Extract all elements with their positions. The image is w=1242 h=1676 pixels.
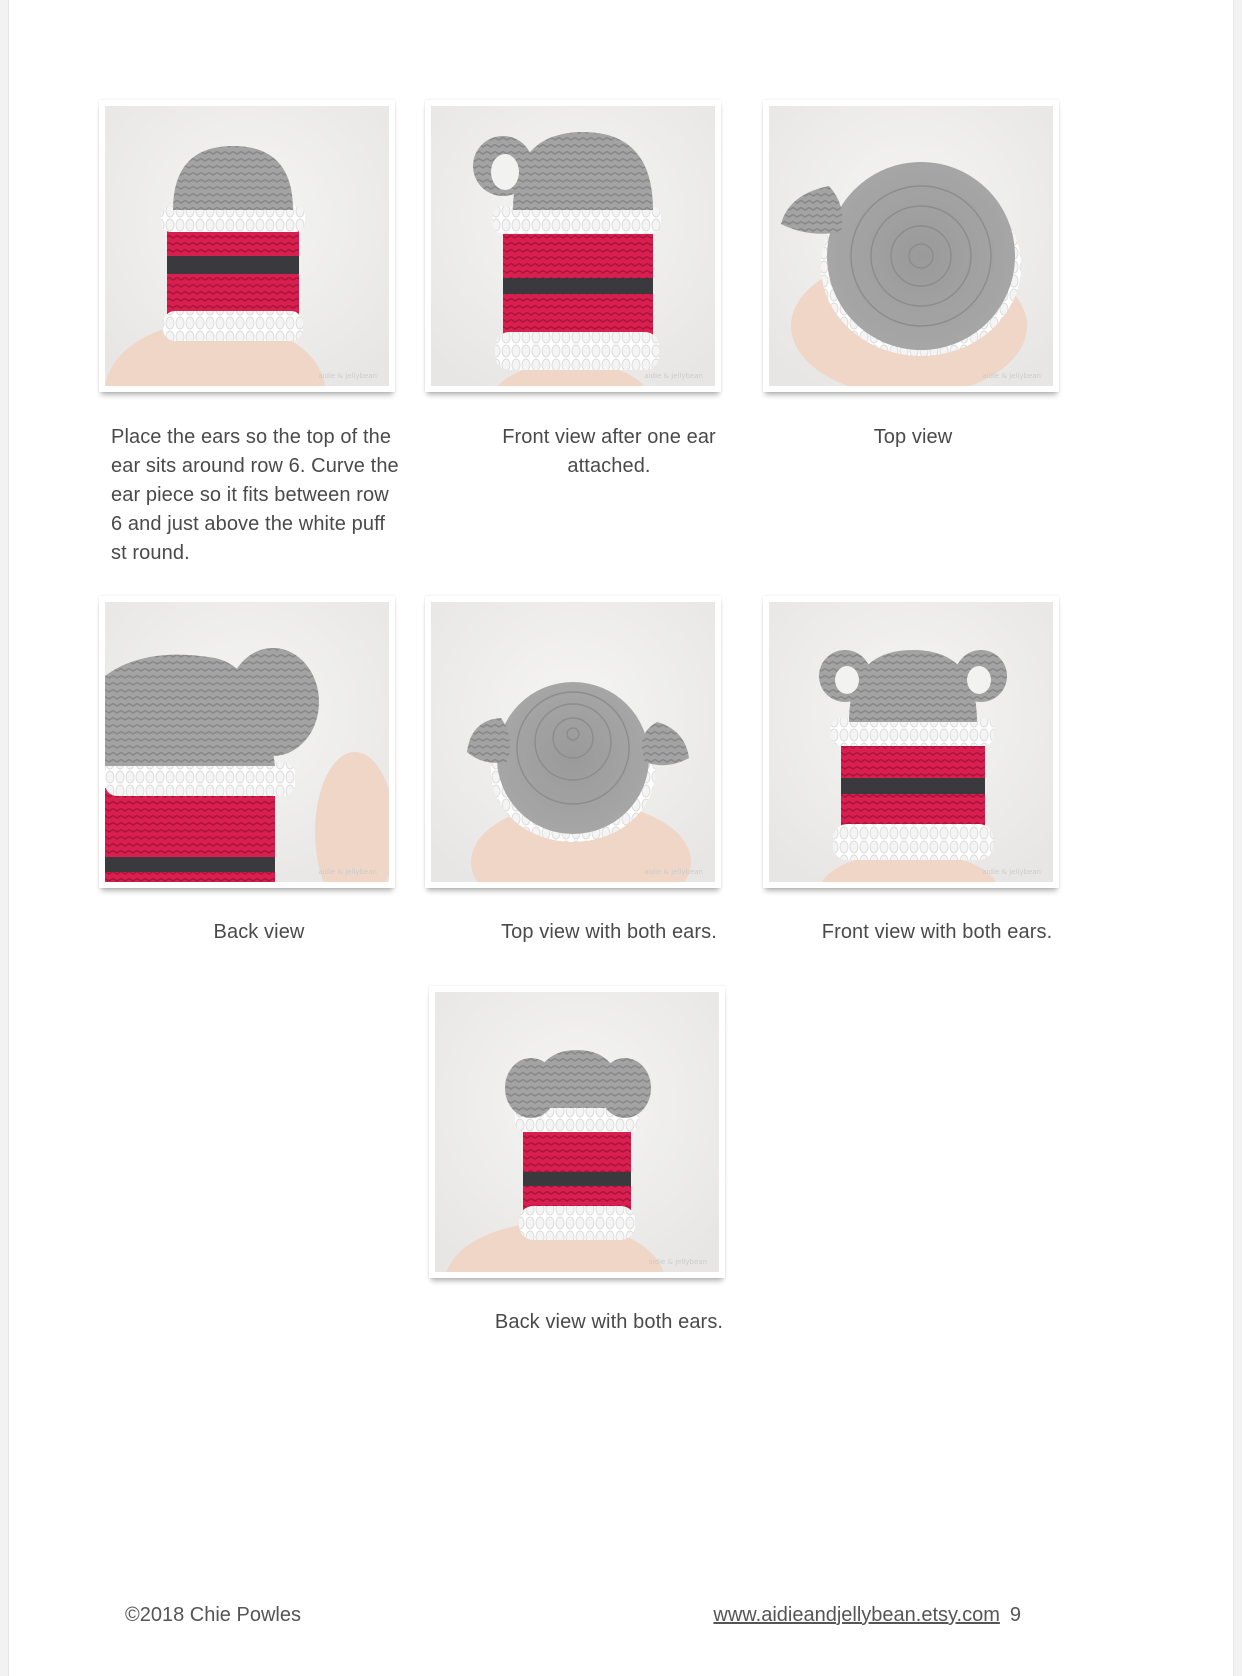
amigurumi-photo-image bbox=[431, 602, 715, 882]
photo-watermark: aidie & jellybean bbox=[318, 868, 377, 876]
footer-copyright: ©2018 Chie Powles bbox=[125, 1604, 301, 1626]
document-page bbox=[8, 0, 1234, 1676]
amigurumi-photo-image bbox=[105, 106, 389, 386]
amigurumi-photo-image bbox=[431, 106, 715, 386]
caption-front-one-ear: Front view after one ear attached. bbox=[502, 426, 716, 477]
amigurumi-photo-image bbox=[105, 602, 389, 882]
photo-side-ears-placement bbox=[99, 100, 395, 392]
photo-watermark: aidie & jellybean bbox=[982, 868, 1041, 876]
photo-top-both-ears bbox=[425, 596, 721, 888]
photo-watermark: aidie & jellybean bbox=[318, 372, 377, 380]
photo-front-one-ear bbox=[425, 100, 721, 392]
photo-top-view bbox=[763, 100, 1059, 392]
caption-back-both-ears: Back view with both ears. bbox=[494, 1311, 724, 1333]
photo-watermark: aidie & jellybean bbox=[648, 1258, 707, 1266]
caption-ears-placement: Place the ears so the top of the ear sits around row 6. Curve the ear piece so it fits between row 6 and just above the white puff st round. bbox=[111, 426, 399, 564]
photo-back-view bbox=[99, 596, 395, 888]
caption-top-both-ears: Top view with both ears. bbox=[501, 921, 717, 943]
photo-front-both-ears bbox=[763, 596, 1059, 888]
footer-site bbox=[713, 1604, 1021, 1627]
amigurumi-photo-image bbox=[769, 602, 1053, 882]
caption-front-both-ears: Front view with both ears. bbox=[821, 921, 1053, 943]
photo-watermark: aidie & jellybean bbox=[644, 372, 703, 380]
page-number: 9 bbox=[1009, 1604, 1021, 1626]
photo-watermark: aidie & jellybean bbox=[982, 372, 1041, 380]
amigurumi-photo-image bbox=[435, 992, 719, 1272]
website-link[interactable]: www.aidieandjellybean.etsy.com bbox=[713, 1604, 1000, 1626]
photo-back-both-ears bbox=[429, 986, 725, 1278]
photo-watermark: aidie & jellybean bbox=[644, 868, 703, 876]
caption-back-view: Back view bbox=[213, 921, 305, 943]
caption-top-view: Top view bbox=[873, 426, 953, 448]
amigurumi-photo-image bbox=[769, 106, 1053, 386]
